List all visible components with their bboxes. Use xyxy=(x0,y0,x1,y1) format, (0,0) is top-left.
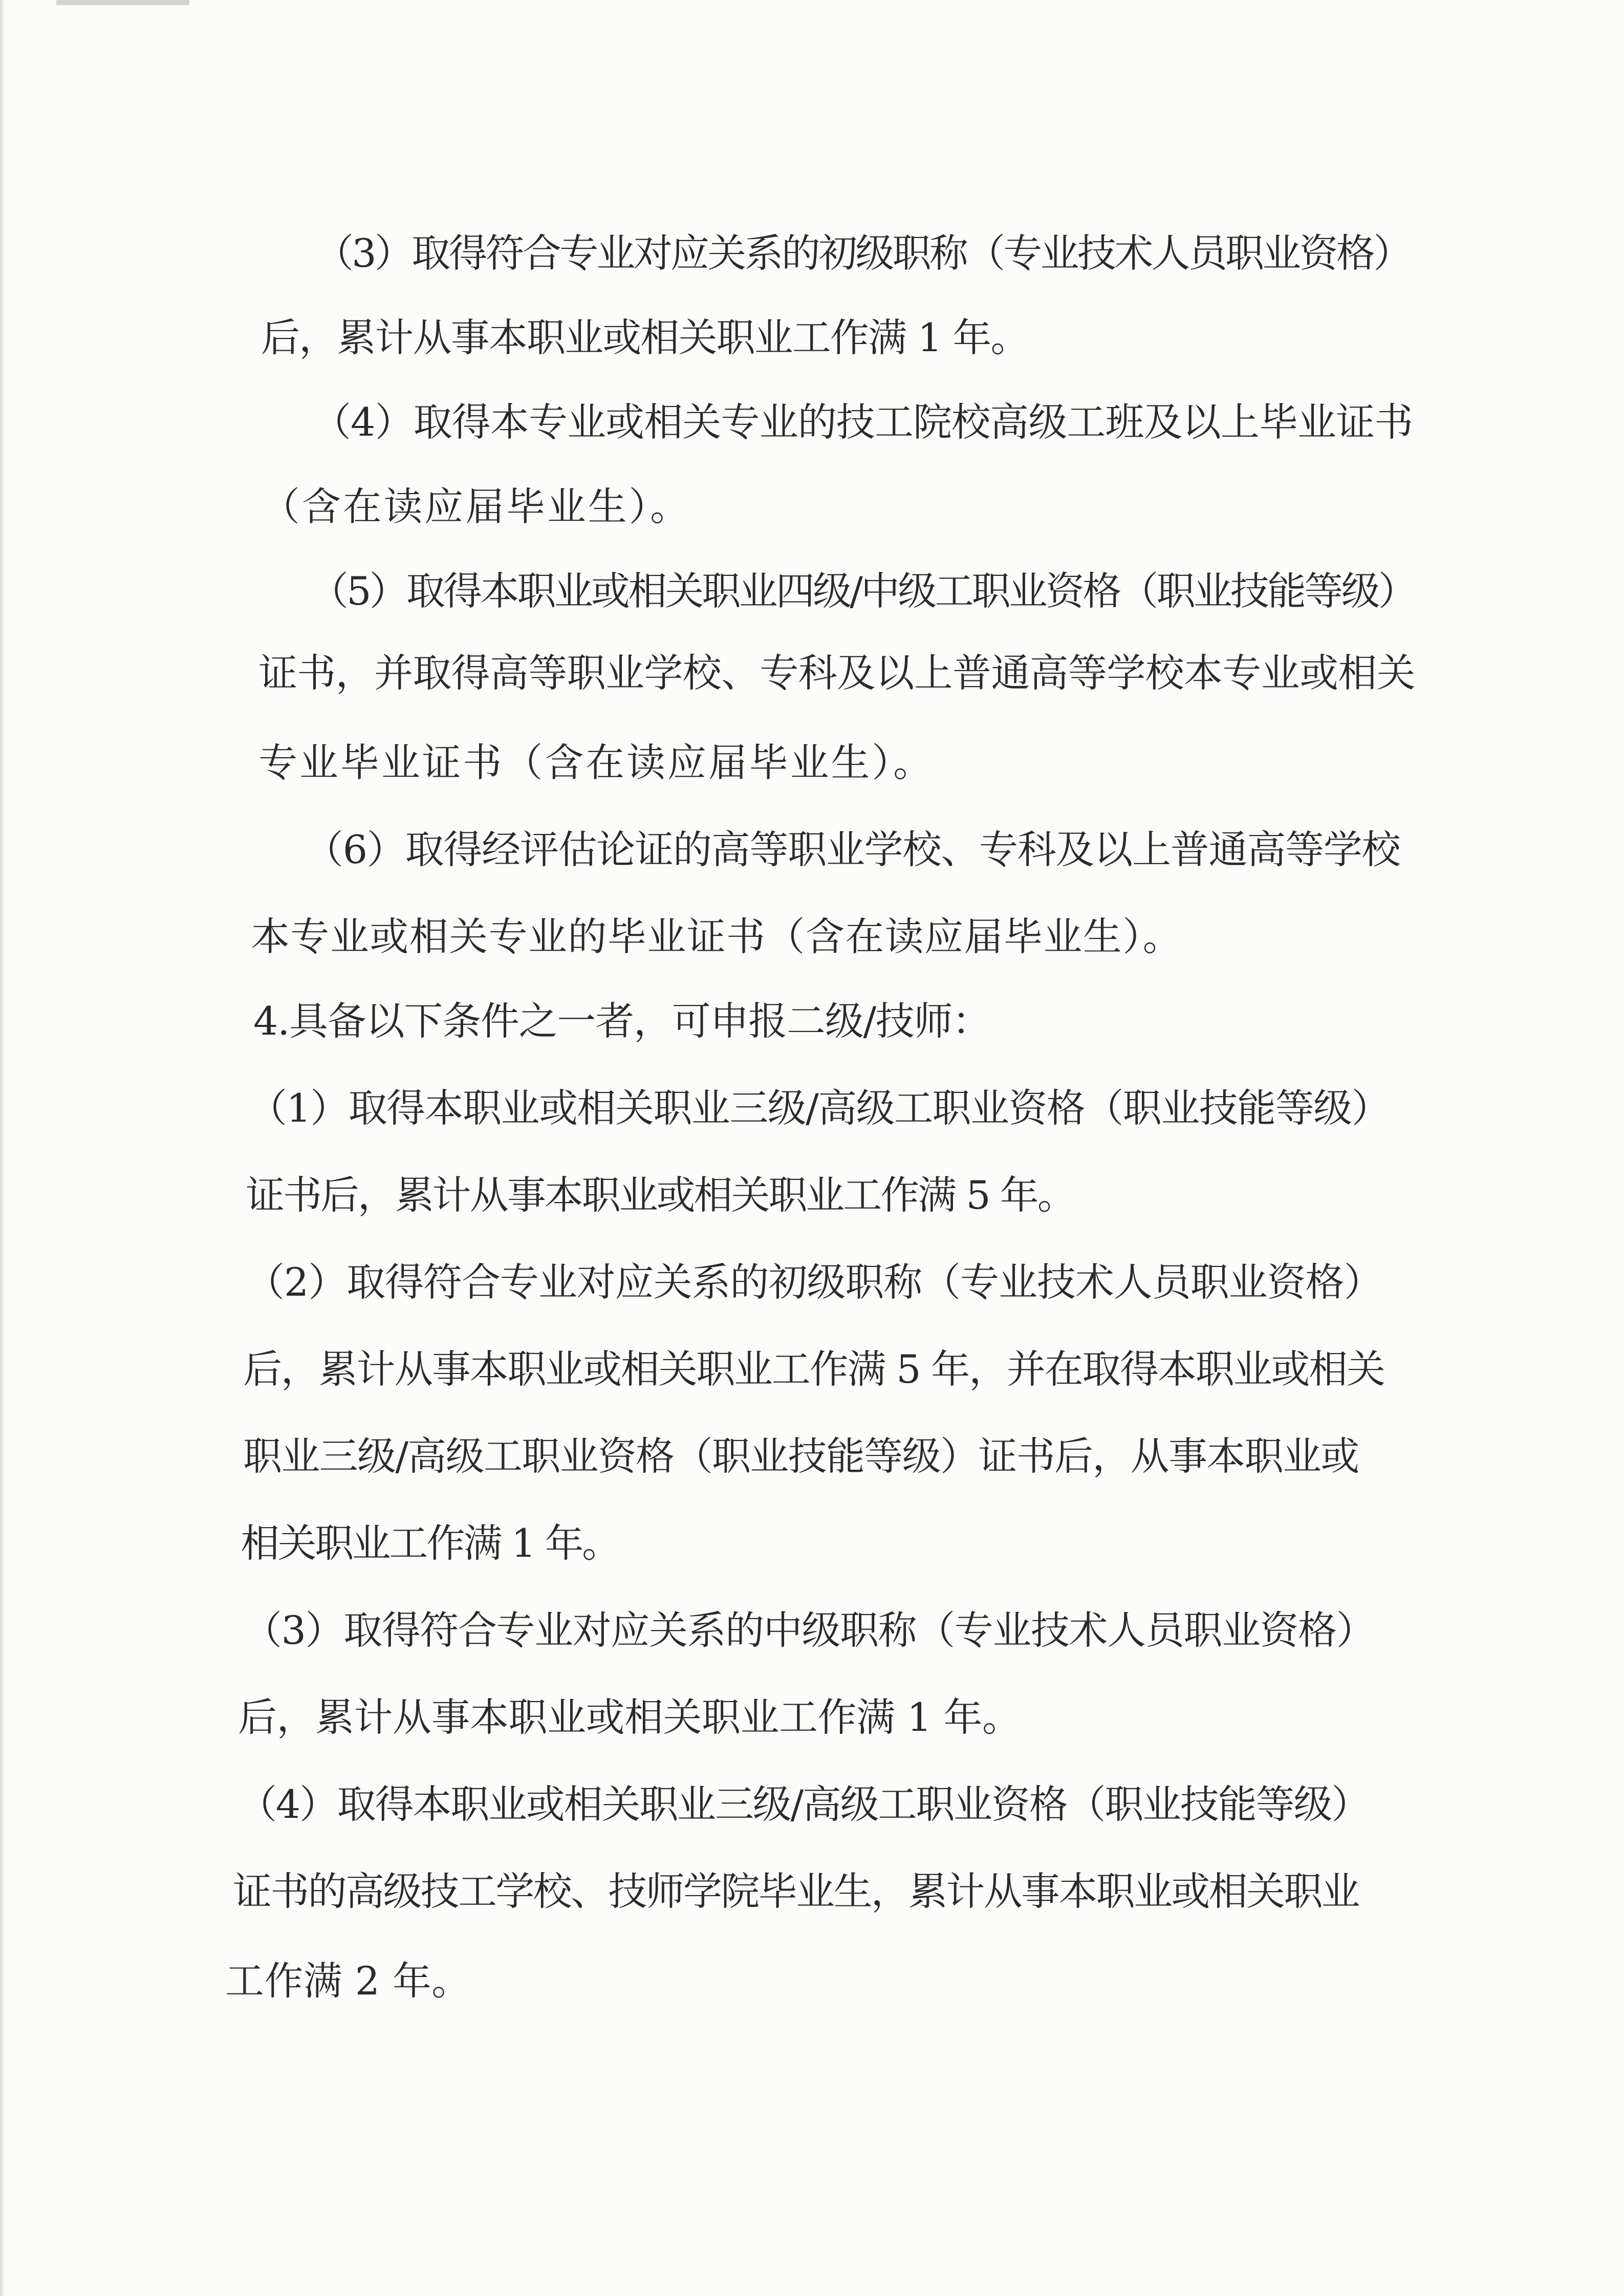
text-line: （6）取得经评估论证的高等职业学校、专科及以上普通高等学校 xyxy=(305,827,1400,872)
text-line: （2）取得符合专业对应关系的初级职称（专业技术人员职业资格） xyxy=(246,1259,1382,1305)
text-line: 后，累计从事本职业或相关职业工作满 5 年，并在取得本职业或相关 xyxy=(243,1346,1384,1392)
scan-mark xyxy=(56,0,189,5)
text-line: 证书的高级技工学校、技师学院毕业生，累计从事本职业或相关职业 xyxy=(233,1869,1359,1914)
scan-edge-shadow xyxy=(0,0,5,2296)
text-line: 证书，并取得高等职业学校、专科及以上普通高等学校本专业或相关 xyxy=(258,650,1415,696)
text-line: 证书后，累计从事本职业或相关职业工作满 5 年。 xyxy=(246,1172,1075,1218)
text-line: 后，累计从事本职业或相关职业工作满 1 年。 xyxy=(261,315,1029,360)
text-line: （1）取得本职业或相关职业三级/高级工职业资格（职业技能等级） xyxy=(248,1085,1390,1131)
text-line: 工作满 2 年。 xyxy=(225,1958,471,2004)
text-line: 本专业或相关专业的毕业证书（含在读应届毕业生）。 xyxy=(251,914,1182,959)
text-line: （4）取得本职业或相关职业三级/高级工职业资格（职业技能等级） xyxy=(238,1782,1369,1827)
text-line: （4）取得本专业或相关专业的技工院校高级工班及以上毕业证书 xyxy=(312,399,1413,445)
text-line: （5）取得本职业或相关职业四级/中级工职业资格（职业技能等级） xyxy=(310,568,1415,614)
text-line: 专业毕业证书（含在读应届毕业生）。 xyxy=(258,740,934,785)
text-line: 后，累计从事本职业或相关职业工作满 1 年。 xyxy=(238,1694,1021,1740)
text-line: 4.具备以下条件之一者，可申报二级/技师： xyxy=(253,998,991,1044)
text-line: （3）取得符合专业对应关系的中级职称（专业技术人员职业资格） xyxy=(243,1607,1375,1653)
text-line: （3）取得符合专业对应关系的初级职称（专业技术人员职业资格） xyxy=(315,230,1411,276)
text-line: 职业三级/高级工职业资格（职业技能等级）证书后，从事本职业或 xyxy=(243,1433,1359,1479)
text-line: （含在读应届毕业生）。 xyxy=(261,484,691,529)
text-line: 相关职业工作满 1 年。 xyxy=(241,1520,619,1566)
